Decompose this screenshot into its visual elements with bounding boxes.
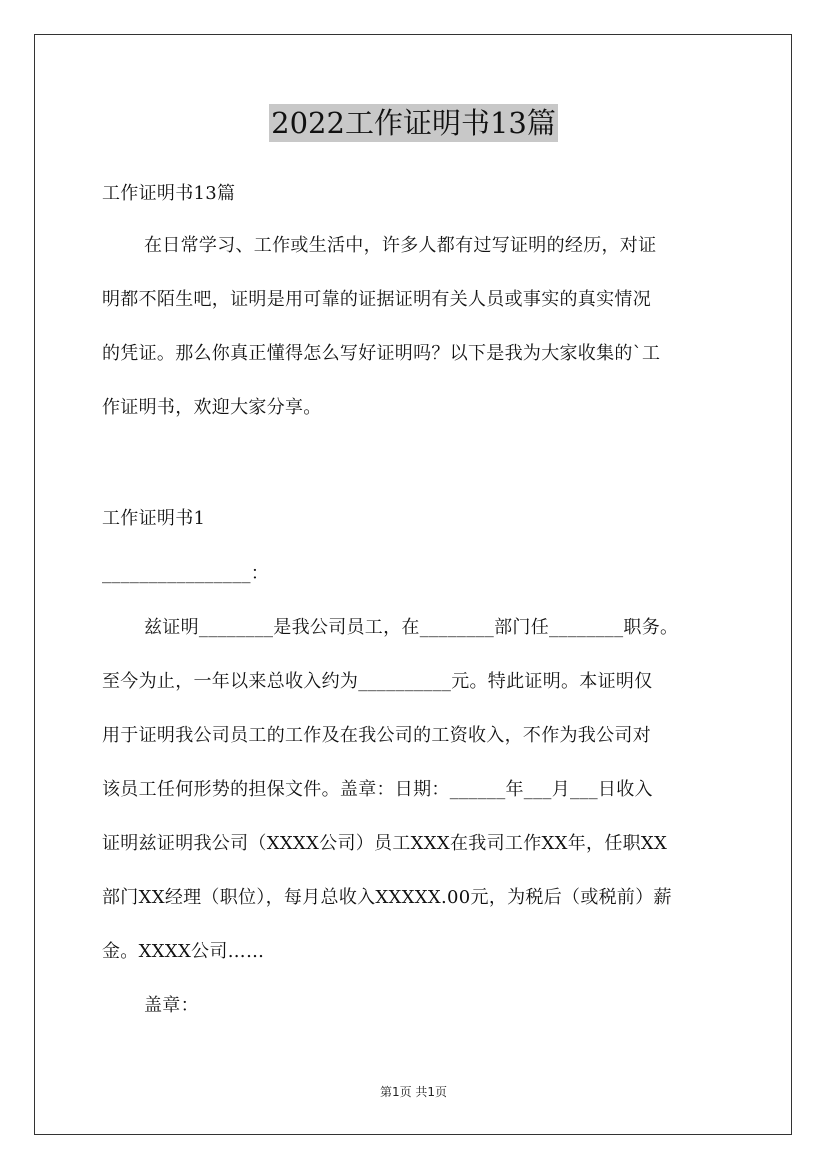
intro-line: 在日常学习、工作或生活中，许多人都有过写证明的经历，对证 (144, 235, 657, 256)
intro-line: 的凭证。那么你真正懂得怎么写好证明吗？以下是我为大家收集的`工 (102, 343, 661, 364)
page-number-footer: 第1页 共1页 (379, 1085, 448, 1099)
document-title (0, 104, 827, 142)
intro-line: 作证明书，欢迎大家分享。 (102, 397, 322, 418)
body-line: 该员工任何形势的担保文件。盖章：日期：______年___月___日收入 (102, 779, 653, 800)
body-line: 兹证明________是我公司员工，在________部门任________职务。 (144, 617, 679, 638)
section-title: 工作证明书1 (102, 508, 206, 529)
intro-line: 明都不陌生吧，证明是用可靠的证据证明有关人员或事实的真实情况 (102, 289, 651, 310)
document-title-text: 2022工作证明书13篇 (271, 106, 556, 140)
body-line: 至今为止，一年以来总收入约为__________元。特此证明。本证明仅 (102, 671, 653, 692)
body-line: 部门XX经理（职位），每月总收入XXXXX.00元，为税后（或税前）薪 (102, 887, 672, 908)
seal-label: 盖章： (144, 995, 199, 1016)
addressee-line: ________________： (102, 563, 270, 584)
body-line: 用于证明我公司员工的工作及在我公司的工资收入，不作为我公司对 (102, 725, 651, 746)
body-line: 证明兹证明我公司（XXXX公司）员工XXX在我司工作XX年，任职XX (102, 833, 668, 854)
subtitle: 工作证明书13篇 (102, 183, 236, 204)
body-line: 金。XXXX公司…… (102, 941, 265, 962)
